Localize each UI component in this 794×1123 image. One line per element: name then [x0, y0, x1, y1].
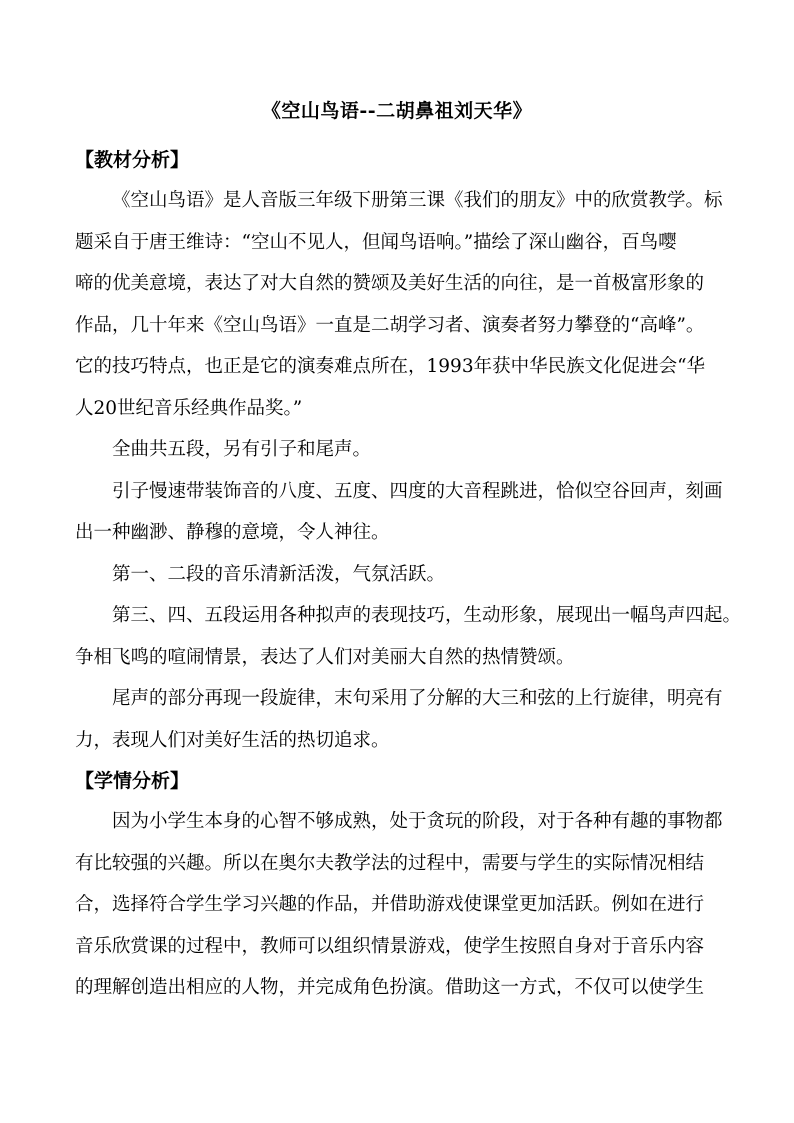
section-textbook-analysis: [75, 140, 742, 761]
text-line: 音乐欣赏课的过程中，教师可以组织情景游戏，使学生按照自身对于音乐内容: [75, 935, 705, 957]
text-line: 作品，几十年来《空山鸟语》一直是二胡学习者、演奏者努力攀登的“高峰”。: [75, 314, 705, 336]
text-line: 有比较强的兴趣。所以在奥尔夫教学法的过程中，需要与学生的实际情况相结: [75, 852, 705, 874]
text-line: 力，表现人们对美好生活的热切追求。: [75, 729, 390, 751]
text-line: 引子慢速带装饰音的八度、五度、四度的大音程跳进，恰似空谷回声，刻画: [112, 480, 723, 502]
section-body: [75, 801, 721, 1009]
section-heading: 【教材分析】: [75, 149, 190, 171]
text-line: 它的技巧特点，也正是它的演奏难点所在，1993年获中华民族文化促进会“华: [75, 356, 706, 377]
document-body: [75, 140, 742, 1009]
text-line: 题采自于唐王维诗：“空山不见人，但闻鸟语响。”描绘了深山幽谷，百鸟嘤: [75, 231, 677, 253]
text-line: 争相飞鸣的喧闹情景，表达了人们对美丽大自然的热情赞颂。: [75, 646, 575, 668]
text-line: 出一种幽渺、静穆的意境，令人神往。: [75, 522, 390, 543]
text-line: 第一、二段的音乐清新活泼，气氛活跃。: [112, 563, 446, 585]
text-line: 的理解创造出相应的人物，并完成角色扮演。借助这一方式，不仅可以使学生: [75, 977, 705, 998]
section-heading: 【学情分析】: [75, 770, 190, 792]
text-line: 《空山鸟语》是人音版三年级下册第三课《我们的朋友》中的欣赏教学。标: [112, 190, 723, 211]
document-title: 《空山鸟语--二胡鼻祖刘天华》: [261, 100, 533, 122]
text-line: 全曲共五段，另有引子和尾声。: [112, 439, 372, 460]
text-line: 因为小学生本身的心智不够成熟，处于贪玩的阶段，对于各种有趣的事物都: [112, 811, 723, 832]
text-line: 合，选择符合学生学习兴趣的作品，并借助游戏使课堂更加活跃。例如在进行: [75, 894, 705, 915]
text-line: 第三、四、五段运用各种拟声的表现技巧，生动形象，展现出一幅鸟声四起。: [112, 605, 742, 626]
section-body: [75, 180, 742, 761]
text-line: 啼的优美意境，表达了对大自然的赞颂及美好生活的向往，是一首极富形象的: [75, 273, 705, 294]
text-line: 人20世纪音乐经典作品奖。”: [75, 397, 303, 419]
text-line: 尾声的部分再现一段旋律，末句采用了分解的大三和弦的上行旋律，明亮有: [112, 688, 723, 709]
section-student-analysis: [75, 761, 721, 1009]
